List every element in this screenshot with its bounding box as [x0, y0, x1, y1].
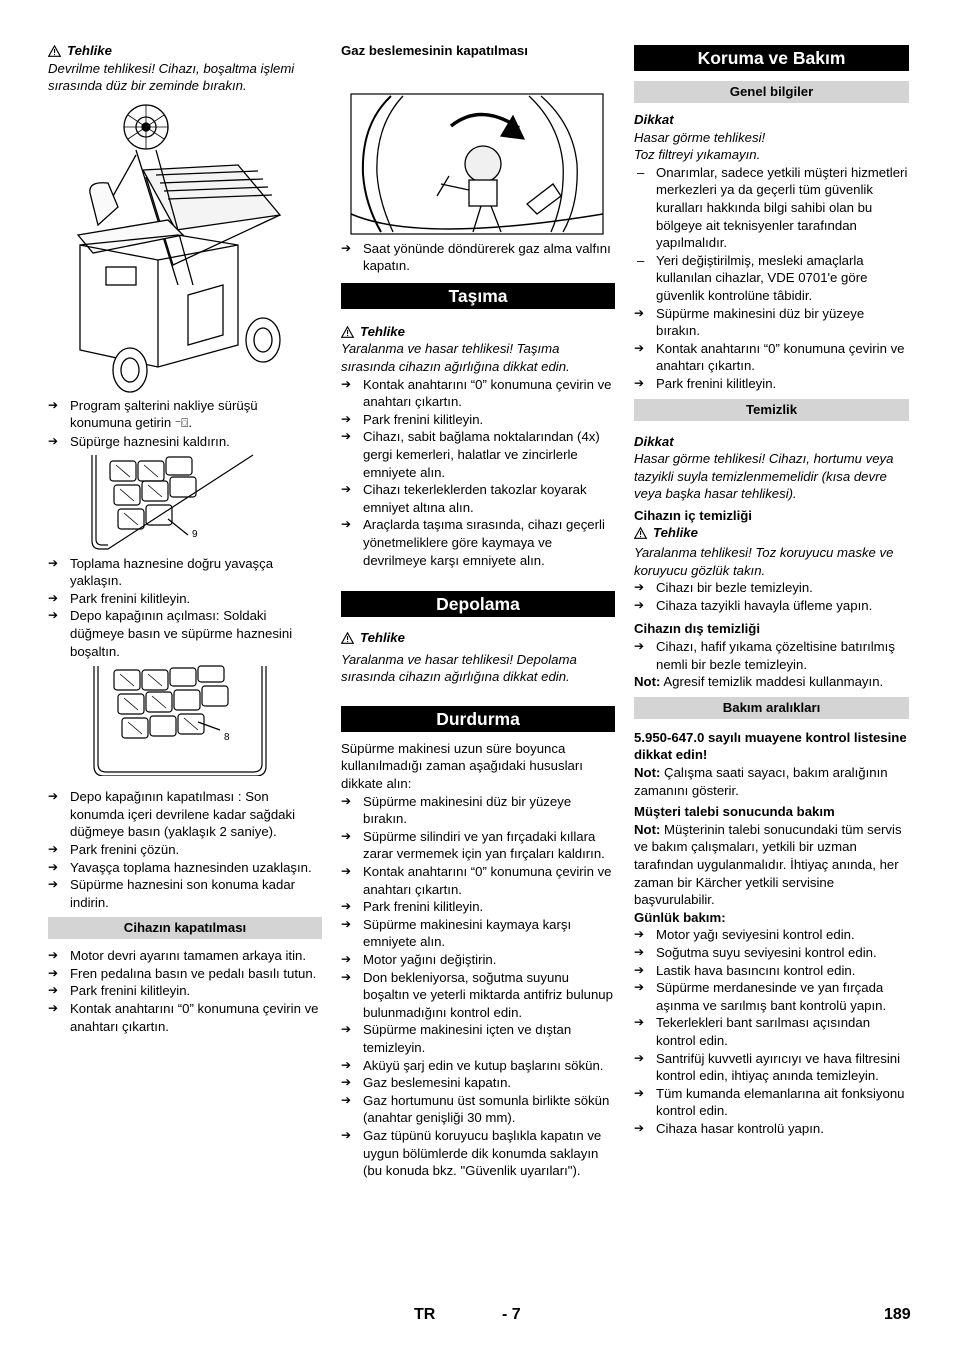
daily-maintenance-heading: Günlük bakım: — [634, 909, 726, 925]
figure-label-8: 8 — [224, 732, 230, 744]
list-item: ➔ Süpürme makinesini düz bir yüzeye bırakın. — [341, 793, 615, 828]
column-1 — [48, 42, 322, 1035]
list-item: ➔ Kontak anahtarını “0” konumuna çevirin ve anahtarı çıkartın. — [634, 340, 909, 375]
caution-title: Dikkat — [634, 112, 674, 127]
list-item: ➔ Cihazı, sabit bağlama noktalarından (4x) gergi kemerleri, halatlar ve zincirlerle emniyete alın. — [341, 428, 615, 481]
intervals-checklist-note: 5.950-647.0 sayılı muayene kontrol listesine dikkat edin! — [634, 729, 907, 763]
caution-text: Hasar görme tehlikesi! Cihazı, hortumu veya tazyikli suyla temizlenmemelidir (kısa devre veya başka hasar tehlikesi). — [634, 451, 894, 502]
list-item: ➔ Depo kapağının açılması: Soldaki düğmeye basın ve süpürme haznesini boşaltın. — [48, 607, 322, 660]
list-item: ➔ Cihaza hasar kontrolü yapın. — [634, 1120, 909, 1138]
list-item: ➔ Cihaza tazyikli havayla üfleme yapın. — [634, 597, 909, 615]
section-heading-shutdown: Cihazın kapatılması — [48, 917, 322, 939]
inner-cleaning-heading: Cihazın iç temizliği — [634, 507, 752, 523]
warning-title-text: Tehlike — [360, 323, 405, 339]
sweeper-illustration — [48, 95, 322, 397]
list-item: ➔ Park frenini kilitleyin. — [341, 411, 615, 429]
gas-valve-figure — [341, 64, 615, 236]
daily-maintenance-steps — [634, 926, 909, 1137]
warning-text: Devrilme tehlikesi! Cihazı, boşaltma işlemi sırasında düz bir zeminde bırakın. — [48, 60, 295, 94]
outer-cleaning-note: Not: Agresif temizlik maddesi kullanmayın. — [634, 674, 884, 690]
list-item: ➔ Fren pedalına basın ve pedalı basılı tutun. — [48, 965, 322, 983]
decommission-steps — [341, 793, 615, 1180]
warning-title — [48, 42, 322, 60]
list-item: ➔ Park frenini çözün. — [48, 841, 322, 859]
list-item: ➔ Santrifüj kuvvetli ayırıcıyı ve hava filtresini kontrol edin, ihtiyaç anında temizleyin. — [634, 1050, 909, 1085]
list-item: ➔ Süpürme makinesini kaymaya karşı emniyete alın. — [341, 916, 615, 951]
list-item: ➔ Motor yağı seviyesini kontrol edin. — [634, 926, 909, 944]
intervals-note: Not: Çalışma saati sayacı, bakım aralığının zamanını gösterir. — [634, 765, 888, 798]
list-item: ➔ Park frenini kilitleyin. — [48, 982, 322, 1000]
customer-maintenance-note: Not: Müşterinin talebi sonucundaki tüm servis ve bakım çalışmaları, yetkili bir uzman tarafından uygulanmalıdır. İhtiyaç anında, her zaman bir Kärcher yetkili servisine başvurulabilir. — [634, 821, 902, 908]
footer-language: TR — [414, 1306, 436, 1323]
warning-title — [341, 323, 615, 341]
warning-title — [634, 524, 909, 542]
customer-maintenance-heading: Müşteri talebi sonucunda bakım — [634, 804, 835, 820]
transport-mode-icon: ⁻⌼ — [174, 416, 189, 431]
list-item: ➔ Saat yönünde döndürerek gaz alma valfını kapatın. — [341, 240, 615, 275]
gas-steps — [341, 240, 615, 275]
list-item: ➔ Araçlarda taşıma sırasında, cihazı geçerli yönetmeliklere göre kaymaya ve devrilmeye karşı emniyete alın. — [341, 516, 615, 569]
list-item: ➔ Gaz beslemesini kapatın. — [341, 1074, 615, 1092]
footer-page-number: 189 — [884, 1306, 911, 1323]
list-item: – Onarımlar, sadece yetkili müşteri hizmetleri merkezleri ya da geçerli tüm güvenlik kuralları hakkında bilgi sahibi olan bu bölgeye ait teknisyenler tarafından yapılmalıdır. — [634, 164, 909, 252]
warning-title-text: Tehlike — [67, 43, 112, 58]
list-item: ➔ Motor yağını değiştirin. — [341, 951, 615, 969]
warning-text: Yaralanma ve hasar tehlikesi! Taşıma sırasında cihazın ağırlığına dikkat edin. — [341, 341, 570, 374]
list-item: ➔ Kontak anahtarını “0” konumuna çevirin ve anahtarı çıkartın. — [48, 1000, 322, 1035]
general-steps — [634, 305, 909, 393]
outer-cleaning-heading: Cihazın dış temizliği — [634, 621, 761, 637]
list-item: ➔ Süpürme makinesini içten ve dıştan temizleyin. — [341, 1021, 615, 1056]
inner-cleaning-steps — [634, 579, 909, 614]
list-item: ➔ Gaz hortumunu üst somunla birlikte sökün (anahtar genişliği 30 mm). — [341, 1092, 615, 1127]
control-panel-figure-9 — [48, 453, 322, 553]
warning-title — [341, 629, 615, 647]
section-heading-storage: Depolama — [341, 591, 615, 617]
warning-triangle-icon — [341, 632, 354, 644]
list-item: ➔ Kontak anahtarını “0” konumuna çevirin ve anahtarı çıkartın. — [341, 376, 615, 411]
list-item: ➔ Park frenini kilitleyin. — [634, 375, 909, 393]
list-item: ➔ Motor devri ayarını tamamen arkaya itin. — [48, 947, 322, 965]
list-item: ➔ Don bekleniyorsa, soğutma suyunu boşaltın ve yeterli miktarda antifriz bulunup bulunmadığını kontrol edin. — [341, 969, 615, 1022]
footer-section-page: - 7 — [502, 1306, 521, 1323]
list-item: ➔ Aküyü şarj edin ve kutup başlarını sökün. — [341, 1057, 615, 1075]
steps-list-a — [48, 397, 322, 451]
warning-triangle-icon — [48, 45, 61, 57]
warning-text: Yaralanma ve hasar tehlikesi! Depolama sırasında cihazın ağırlığına dikkat edin. — [341, 651, 577, 685]
list-item: ➔ Cihazı bir bezle temizleyin. — [634, 579, 909, 597]
list-item: ➔ Kontak anahtarını “0” konumuna çevirin ve anahtarı çıkartın. — [341, 863, 615, 898]
figure-label-9: 9 — [192, 528, 198, 540]
list-item: ➔ Lastik hava basıncını kontrol edin. — [634, 962, 909, 980]
steps-list-b — [48, 555, 322, 661]
list-item: ➔ Depo kapağının kapatılması : Son konumda içeri devrilene kadar sağdaki düğmeye basın (yaklaşık 2 saniye). — [48, 788, 322, 841]
warning-text: Yaralanma tehlikesi! Toz koruyucu maske ve koruyucu gözlük takın. — [634, 545, 894, 578]
section-heading-cleaning: Temizlik — [634, 399, 909, 421]
list-item: ➔ Gaz tüpünü koruyucu başlıkla kapatın ve uygun bölümlerde dik konumda saklayın (bu konuda bkz. "Güvenlik uyarıları"). — [341, 1127, 615, 1180]
list-item: ➔ Süpürme merdanesinde ve yan fırçada aşınma ve sarılmış bant kontrolü yapın. — [634, 979, 909, 1014]
section-heading-care: Koruma ve Bakım — [634, 45, 909, 71]
steps-list-c — [48, 788, 322, 911]
control-panel-figure-8 — [48, 664, 322, 776]
list-item: ➔ Toplama haznesine doğru yavaşça yaklaşın. — [48, 555, 322, 590]
shutdown-steps — [48, 947, 322, 1035]
column-2 — [341, 42, 615, 1180]
general-dash-list — [634, 164, 909, 305]
list-item: ➔ Süpürme silindiri ve yan fırçadaki kıllara zarar vermemek için yan fırçaları kaldırın. — [341, 828, 615, 863]
list-item: ➔ Soğutma suyu seviyesini kontrol edin. — [634, 944, 909, 962]
warning-title-text: Tehlike — [360, 630, 405, 646]
decommission-intro: Süpürme makinesi uzun süre boyunca kullanılmadığı zaman aşağıdaki hususları dikkate alın: — [341, 740, 583, 792]
warning-title-text: Tehlike — [653, 525, 698, 541]
list-item: ➔ Cihazı tekerleklerden takozlar koyarak emniyet altına alın. — [341, 481, 615, 516]
warning-triangle-icon — [634, 527, 647, 539]
list-item: ➔ Park frenini kilitleyin. — [48, 590, 322, 608]
list-item: ➔ Cihazı, hafif yıkama çözeltisine batırılmış nemli bir bezle temizleyin. — [634, 638, 909, 673]
section-heading-general: Genel bilgiler — [634, 81, 909, 103]
section-heading-transport: Taşıma — [341, 283, 615, 309]
caution-title: Dikkat — [634, 433, 674, 449]
list-item: ➔ Park frenini kilitleyin. — [341, 898, 615, 916]
outer-cleaning-steps — [634, 638, 909, 673]
list-item: – Yeri değiştirilmiş, mesleki amaçlarla kullanılan cihazlar, VDE 0701'e göre güvenlik kontrolüne tâbidir. — [634, 252, 909, 305]
list-item: ➔ Süpürme makinesini düz bir yüzeye bırakın. — [634, 305, 909, 340]
gas-heading: Gaz beslemesinin kapatılması — [341, 43, 528, 58]
section-heading-decommission: Durdurma — [341, 706, 615, 732]
list-item: ➔ Süpürme haznesini son konuma kadar indirin. — [48, 876, 322, 911]
list-item: ➔ Yavaşça toplama haznesinden uzaklaşın. — [48, 859, 322, 877]
list-item: ➔ Tüm kumanda elemanlarına ait fonksiyonu kontrol edin. — [634, 1085, 909, 1120]
caution-text: Hasar görme tehlikesi! Toz filtreyi yıkamayın. — [634, 129, 766, 163]
transport-steps — [341, 376, 615, 570]
warning-triangle-icon — [341, 326, 354, 338]
list-item: ➔ Tekerlekleri bant sarılması açısından kontrol edin. — [634, 1014, 909, 1049]
column-3 — [634, 42, 909, 1137]
list-item: ➔ Program şalterini nakliye sürüşü konumuna getirin ⁻⌼. — [48, 397, 322, 433]
list-item: ➔ Süpürge haznesini kaldırın. — [48, 433, 322, 451]
section-heading-intervals: Bakım aralıkları — [634, 697, 909, 719]
